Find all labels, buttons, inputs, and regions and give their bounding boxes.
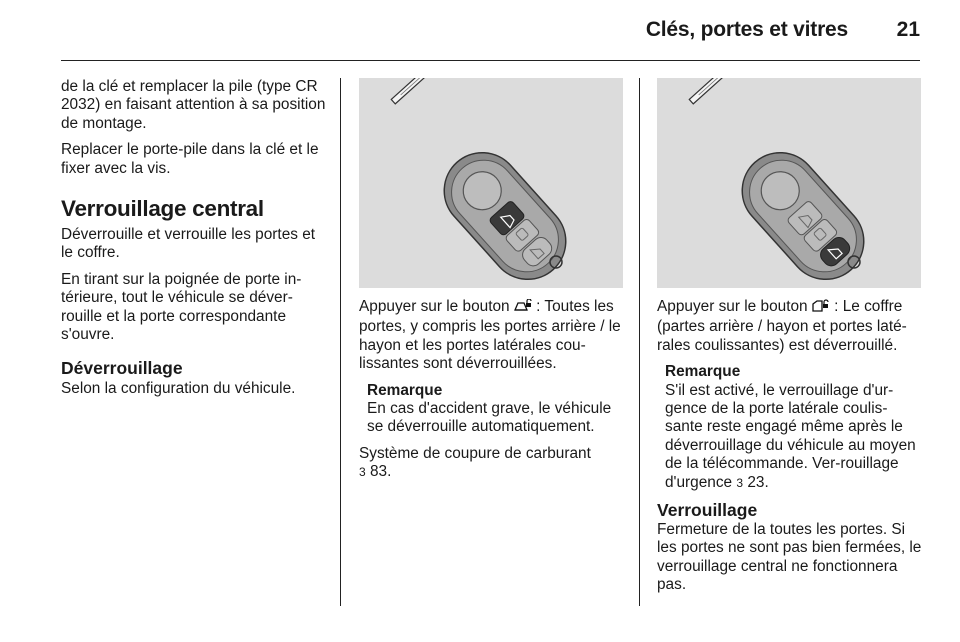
paragraph bbox=[359, 445, 625, 482]
paragraph: Fermeture de la toutes les portes. Si les portes ne sont pas bien fermées, le verrouillage central ne fonctionnera pas. bbox=[657, 521, 922, 594]
paragraph: Replacer le porte-pile dans la clé et le fixer avec la vis. bbox=[61, 141, 319, 177]
text: Appuyer sur le bouton bbox=[359, 298, 514, 315]
column-right bbox=[657, 78, 923, 603]
paragraph: de la clé et remplacer la pile (type CR 2032) en faisant attention à sa position de montage. bbox=[61, 78, 326, 132]
note-text: En cas d'accident grave, le véhicule se déverrouille automatiquement. bbox=[367, 400, 612, 436]
text: Système de coupure de carburant bbox=[359, 444, 591, 462]
text: : Le coffre (partes arrière / hayon et portes laté-rales coulissantes) est déverrouillé. bbox=[657, 298, 907, 354]
paragraph bbox=[359, 298, 625, 374]
note-box bbox=[657, 363, 923, 492]
page-header bbox=[61, 0, 920, 61]
column-divider bbox=[639, 78, 640, 606]
page-reference-arrow: 3 bbox=[359, 465, 366, 480]
page-reference: 83. bbox=[365, 463, 392, 481]
note-box bbox=[359, 382, 625, 437]
column-divider bbox=[340, 78, 341, 606]
column-middle bbox=[359, 78, 625, 490]
paragraph: Déverrouille et verrouille les portes et le coffre. bbox=[61, 226, 316, 262]
section-heading: Verrouillage central bbox=[61, 196, 264, 222]
car-unlock-icon bbox=[514, 299, 532, 318]
page-number: 21 bbox=[896, 18, 920, 41]
key-fob-trunk-illustration bbox=[657, 78, 921, 288]
key-fob-unlock-illustration bbox=[359, 78, 623, 288]
text: Appuyer sur le bouton bbox=[657, 298, 812, 315]
text: : Toutes les portes, y compris les portes arrière / le hayon et les portes latérales cou-lissantes sont déverrouillées. bbox=[359, 298, 621, 373]
page-reference-arrow: 3 bbox=[736, 475, 744, 490]
note-title: Remarque bbox=[367, 381, 443, 399]
note-title: Remarque bbox=[665, 363, 741, 381]
subsection-heading: Verrouillage bbox=[657, 500, 758, 521]
paragraph bbox=[657, 298, 923, 355]
trunk-unlock-icon bbox=[812, 299, 830, 318]
key-fob-image bbox=[359, 78, 623, 288]
key-fob-image bbox=[657, 78, 921, 288]
page-reference: 23. bbox=[743, 473, 769, 491]
paragraph: En tirant sur la poignée de porte in-térieure, tout le véhicule se déver-rouille et la porte correspondante s'ouvre. bbox=[61, 270, 302, 344]
subsection-heading: Déverrouillage bbox=[61, 358, 183, 379]
note-text: S'il est activé, le verrouillage d'ur-gence de la porte latérale coulis-sante reste engagé même après le déverrouillage du véhicule au moyen de la télécommande. Ver-rouillage d'urgence bbox=[665, 381, 916, 491]
page-title: Clés, portes et vitres bbox=[645, 18, 848, 41]
paragraph: Selon la configuration du véhicule. bbox=[61, 380, 296, 398]
column-left bbox=[61, 78, 326, 407]
